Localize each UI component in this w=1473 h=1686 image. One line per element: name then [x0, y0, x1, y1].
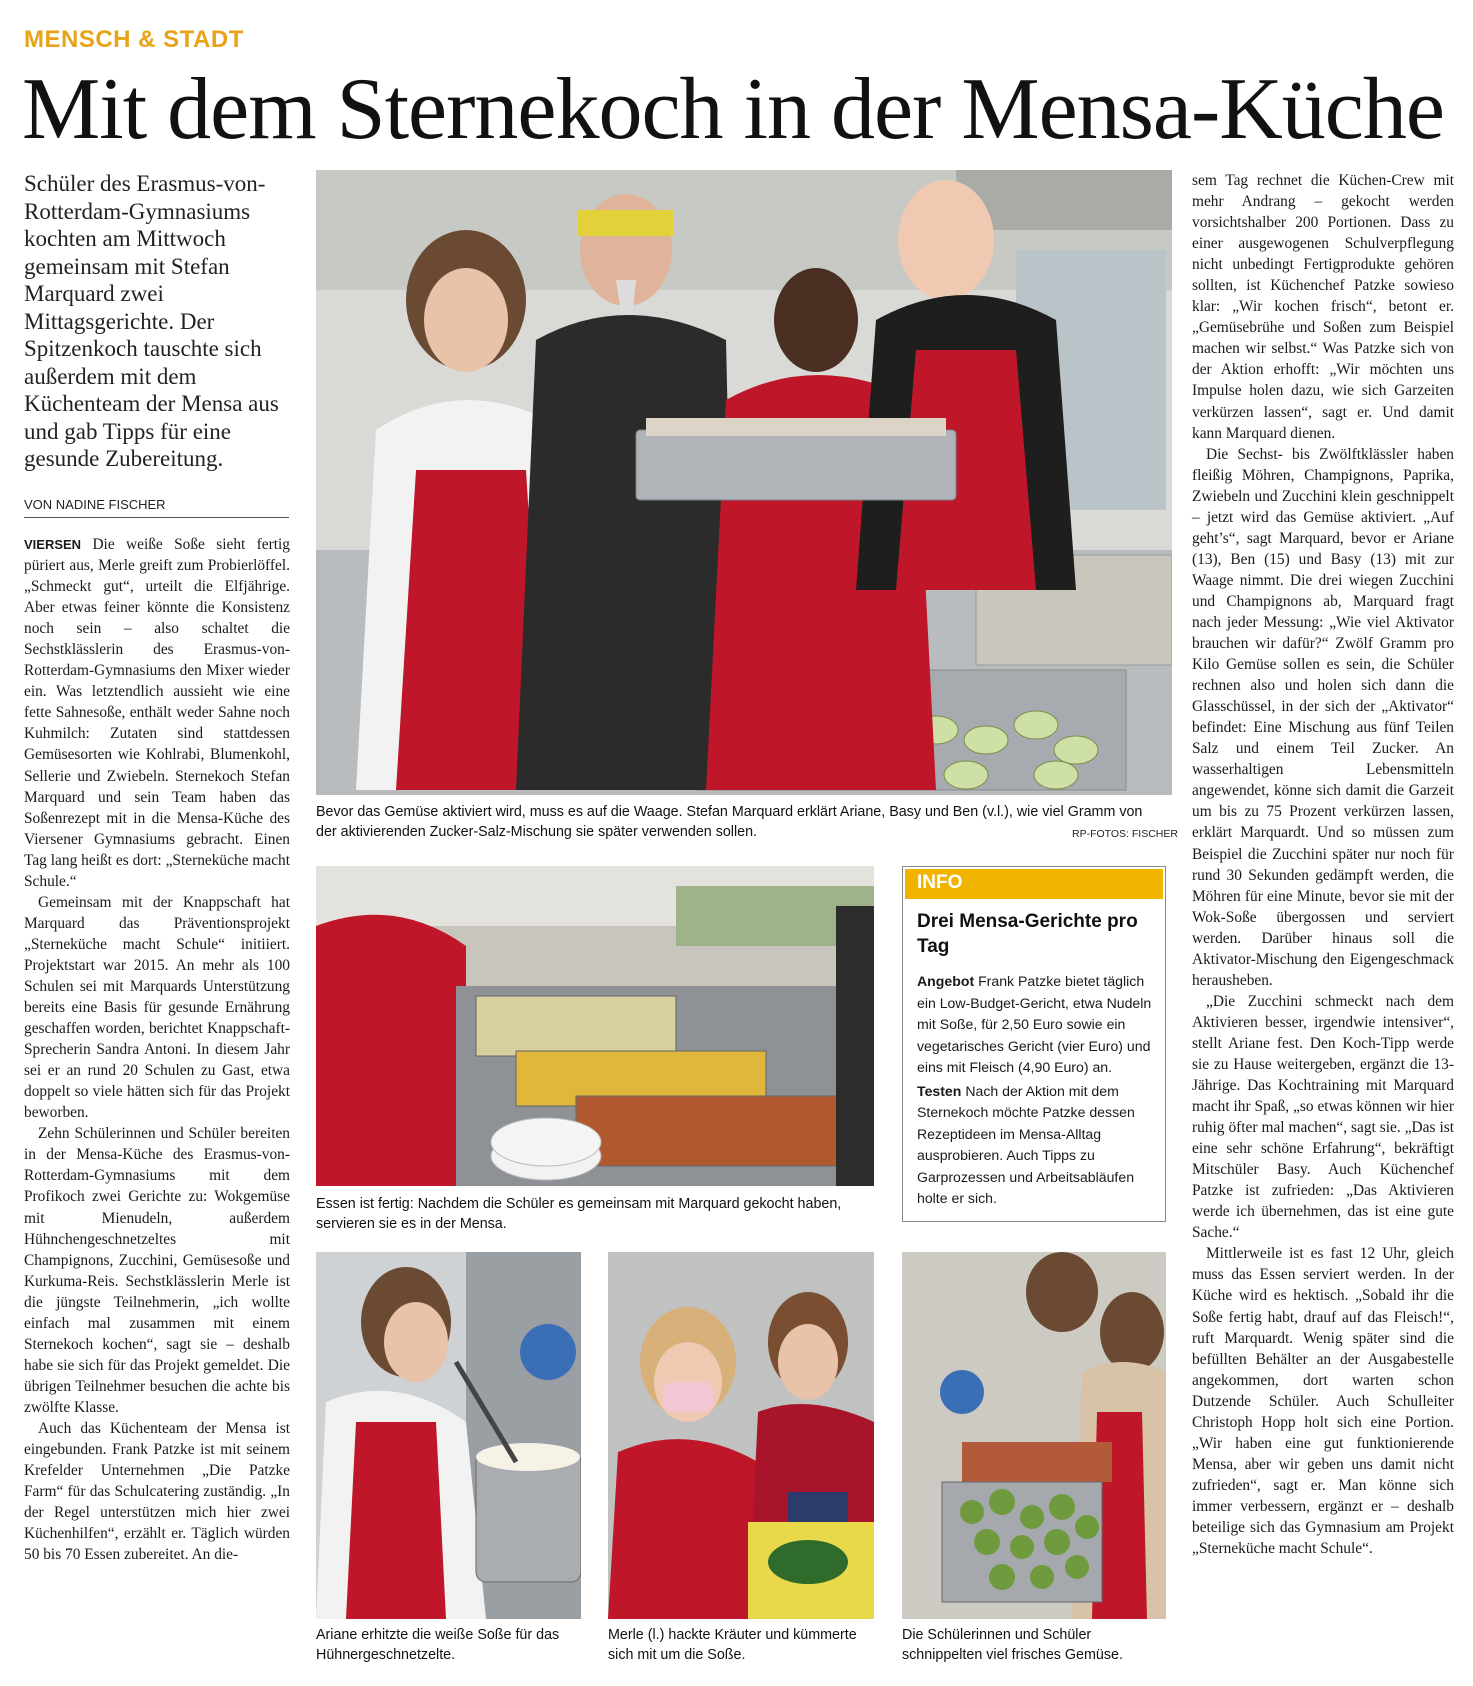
photo-ariane — [316, 1252, 581, 1619]
photo-credit: RP-FOTOS: FISCHER — [1072, 828, 1178, 840]
photo-main-kitchen — [316, 170, 1172, 795]
info-body — [917, 971, 1157, 1212]
col3-paragraph-1: sem Tag rechnet die Küchen-Crew mit mehr Andrang – gekocht werden vorsichtshalber 200 Portionen. Dass zu einer ausgewogenen Schulverpflegung nicht unbedingt Fertigprodukte gehören sollten, ist Küchenchef Patzke sowieso klar: „Wir kochen frisch“, betont er. „Gemüsebrühe und Soßen zum Beispiel machen wir selbst.“ Was Patzke sich von der Aktion erhofft: „Wir möchten uns Impulse holen dazu, wie sich Garzeiten verkürzen lassen“, sagt er. Und damit kann Marquard dienen. — [1192, 172, 1454, 442]
caption-merle-photo: Merle (l.) hackte Kräuter und kümmerte sich mit um die Soße. — [608, 1627, 857, 1663]
photo-main-illustration — [316, 170, 1172, 795]
caption-ariane-photo: Ariane erhitzte die weiße Soße für das Hühnergeschnetzelte. — [316, 1627, 560, 1663]
byline: VON NADINE FISCHER — [24, 497, 289, 518]
headline: Mit dem Sternekoch in der Mensa-Küche — [22, 61, 1444, 158]
caption-main-photo: Bevor das Gemüse aktiviert wird, muss es auf die Waage. Stefan Marquard erklärt Ariane, Basy und Ben (v.l.), wie viel Gramm von der aktivierenden Zucker-Salz-Mischung sie später verwenden sollen. — [316, 804, 1143, 840]
info-title: Drei Mensa-Gerichte pro Tag — [917, 911, 1138, 957]
caption-group-photo: Die Schülerinnen und Schüler schnippelten viel frisches Gemüse. — [902, 1627, 1123, 1663]
photo-merle — [608, 1252, 874, 1619]
photo-ariane-illustration — [316, 1252, 581, 1619]
photo-group-illustration — [902, 1252, 1166, 1619]
info-test-label: Testen — [917, 1082, 962, 1099]
col1-paragraph-1: Die weiße Soße sieht fertig püriert aus, Merle greift zum Probierlöffel. „Schmeckt gut“, urteilt die Elfjährige. Aber etwas feiner könnte die Konsistenz noch sein – also schaltet die Sechstklässlerin des Erasmus-von-Rotterdam-Gymnasiums den Mixer wieder ein. Was letztendlich aussieht wie eine fette Sahnesoße, enthält weder Sahne noch Kuhmilch: Zutaten sind stattdessen Gemüsesorten wie Kohlrabi, Blumenkohl, Sellerie und Zwiebeln. Sternekoch Stefan Marquard und sein Team haben das Soßenrezept mit in die Mensa-Küche des Viersener Gymnasiums gebracht. Einen Tag lang heißt es dort: „Sterneküche macht Schule.“ — [24, 536, 290, 890]
photo-merle-illustration — [608, 1252, 874, 1619]
col3-paragraph-3: „Die Zucchini schmeckt nach dem Aktivieren besser, irgendwie intensiver“, stellt Ariane fest. Den Koch-Tipp werde sie zu Hause weitergeben, ergänzt die 13-Jährige. Das Kochtraining mit Marquard macht ihr Spaß, „so etwas können wir hier ruhig öfter mal machen“, sagt sie. „Das ist eine sehr schöne Erfahrung“, bekräftigt Mitschüler Basy. Auch Küchenchef Patzke ist zufrieden: „Das Aktivieren werde ich übernehmen, das ist eine gute Sache.“ — [1192, 992, 1454, 1242]
caption-serving-photo: Essen ist fertig: Nachdem die Schüler es gemeinsam mit Marquard gekocht haben, servieren sie es in der Mensa. — [316, 1196, 842, 1232]
info-offer-label: Angebot — [917, 973, 975, 989]
photo-serving-illustration — [316, 866, 874, 1186]
article-column-3 — [1192, 170, 1454, 1559]
info-label: INFO — [905, 869, 1163, 899]
section-kicker: MENSCH & STADT — [24, 26, 244, 53]
col1-paragraph-4: Auch das Küchenteam der Mensa ist eingebunden. Frank Patzke ist mit seinem Krefelder Unternehmen „Die Patzke Farm“ für das Schulcatering zuständig. „In der Regel unterstützen mich hier zwei Küchenhilfen“, erzählt er. Täglich würden 50 bis 70 Essen zubereitet. An die- — [24, 1419, 290, 1564]
col3-paragraph-4: Mittlerweile ist es fast 12 Uhr, gleich muss das Essen serviert werden. In der Küche wird es hektisch. „Sobald ihr die Soße fertig habt, drauf auf das Fleisch!“, ruft Marquardt. Wenig später sind die befüllten Behälter an der Ausgabestelle angekommen, dort warten schon Dutzende Schüler. Auch Schulleiter Christoph Hopp holt sich eine Portion. „Wir haben eine gut funktionierende Mensa, aber wir geben uns damit nicht zufrieden“, sagt er. Man könne sich immer verbessern, ergänzt er – deshalb beteilige sich das Gymnasium am Projekt „Sterneküche macht Schule“. — [1192, 1245, 1454, 1558]
info-offer-text: Frank Patzke bietet täglich ein Low-Budget-Gericht, etwa Nudeln mit Soße, für 2,50 Euro sowie ein vegetarisches Gericht (vier Euro) und eins mit Fleisch (4,90 Euro) an. — [917, 973, 1152, 1075]
photo-group — [902, 1252, 1166, 1619]
photo-serving — [316, 866, 874, 1186]
article-column-1 — [24, 534, 290, 1565]
info-test-text: Nach der Aktion mit dem Sternekoch möchte Patzke dessen Rezeptideen im Mensa-Alltag ausprobieren. Auch Tipps zu Garprozessen und Arbeitsabläufen holte er sich. — [917, 1082, 1135, 1206]
col1-paragraph-3: Zehn Schülerinnen und Schüler bereiten in der Mensa-Küche des Erasmus-von-Rotterdam-Gymnasiums mit dem Profikoch zwei Gerichte zu: Wokgemüse mit Mienudeln, außerdem Hühnchengeschnetzeltes mit Champignons, Zucchini, Gemüsesoße und Kurkuma-Reis. Sechstklässlerin Merle ist die jüngste Teilnehmerin, „ich wollte einfach mal zusammen mit einem Sternekoch kochen“, sagt sie – deshalb habe sie sich für das Projekt gemeldet. Die übrigen Teilnehmer besuchen die achte bis zwölfte Klasse. — [24, 1125, 290, 1416]
teaser: Schüler des Erasmus-von-Rotterdam-Gymnasiums kochten am Mittwoch gemeinsam mit Stefan Marquard zwei Mittagsgerichte. Der Spitzenkoch tauschte sich außerdem mit dem Küchenteam der Mensa aus und gab Tipps für eine gesunde Zubereitung. — [24, 171, 279, 471]
info-box — [902, 866, 1166, 1222]
dateline: VIERSEN — [24, 537, 82, 552]
col1-paragraph-2: Gemeinsam mit der Knappschaft hat Marquard das Präventionsprojekt „Sterneküche macht Schule“ initiiert. Projektstart war 2015. An mehr als 100 Schulen sei mit Marquards Unterstützung bereits eine Basis für gesunde Ernährung geschaffen worden, berichtet Knappschaft-Sprecherin Sandra Antoni. In diesem Jahr sei er an rund 20 Schulen zu Gast, etwa doppelt so viele hätten sich für das Projekt beworben. — [24, 893, 290, 1122]
col3-paragraph-2: Die Sechst- bis Zwölftklässler haben fleißig Möhren, Champignons, Paprika, Zwiebeln und Zucchini klein geschnippelt – jetzt wird das Gemüse aktiviert. „Auf geht’s“, sagt Marquard, bevor er Ariane (13), Ben (15) und Basy (13) mit zur Waage nimmt. Die drei wiegen Zucchini und Champignons ab, Marquard fragt nach jeder Messung: „Wie viel Aktivator brauchen wir dafür?“ Zwölf Gramm pro Kilo Gemüse sollen es sein, die Schüler rechnen also und holen sich dann die Glasschüssel, in der sich der „Aktivator“ befindet: Eine Mischung aus fünf Teilen Salz und einem Teil Zucker. An wasserhaltigen Lebensmitteln angewendet, könne sich damit die Garzeit um bis zu 75 Prozent verkürzen lassen, erklärt Marquardt. Und so müssen zum Beispiel die Zucchini später nur noch für rund 30 Sekunden gedämpft werden, die Möhren für eine Minute, bevor sie mit der Wok-Soße übergossen und serviert werden. Darüber hinaus soll die Aktivator-Mischung den Eigengeschmack herausheben. — [1192, 445, 1454, 989]
